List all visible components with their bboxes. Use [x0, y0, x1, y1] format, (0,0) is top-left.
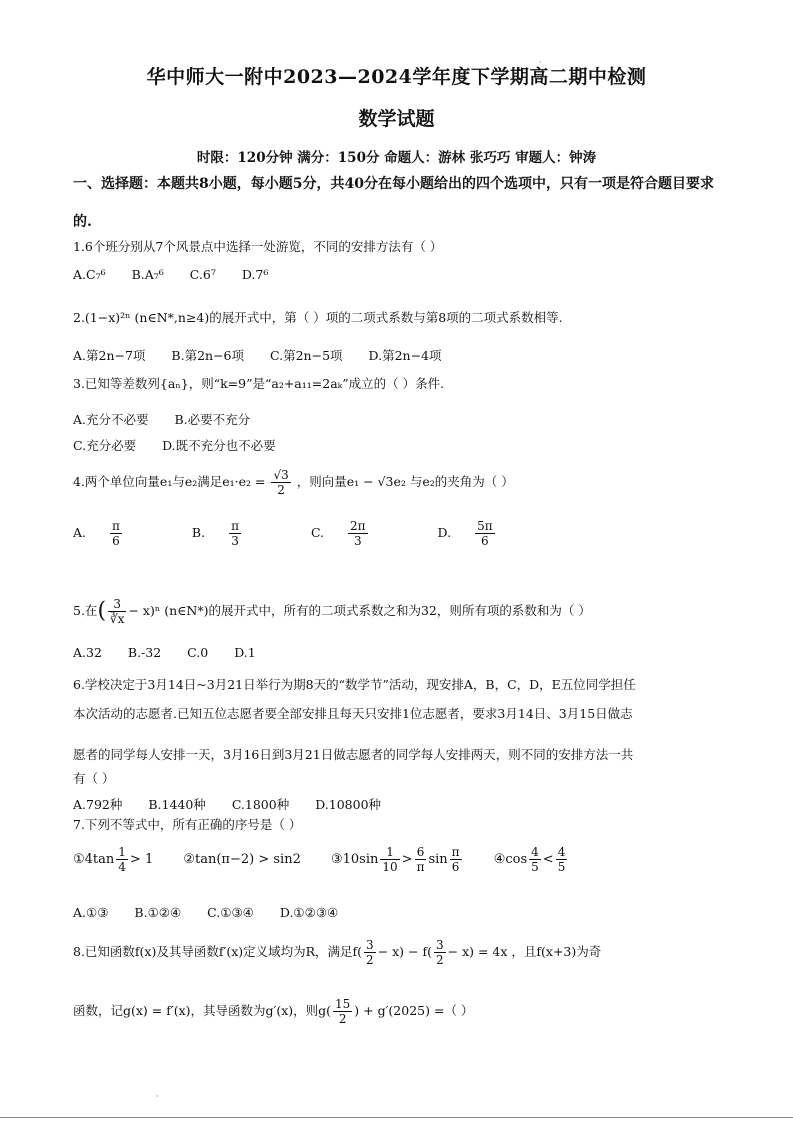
option-b: B.必要不充分: [174, 412, 251, 427]
option-a: A. $\frac{\pi}{6}$: [73, 519, 120, 548]
question-options: [73, 795, 723, 815]
question-options-row2: [73, 437, 723, 455]
option-c: C. $\frac{2\pi}{3}$: [310, 519, 366, 548]
inequality-list: [73, 845, 723, 874]
question-6: [73, 670, 723, 815]
denominator: 2: [277, 483, 285, 497]
question-stem: 5.在( $\frac{3}{∛x}$ − x)ⁿ (n∈N*)的展开式中，所有的二项式系数之和为32，则所有项的系数和为（ ）: [73, 597, 591, 626]
stem-part: − x)ⁿ (n∈N*)的展开式中，所有的二项式系数之和为32，则所有项的系数和为（ ）: [128, 603, 591, 618]
page-bottom-rule: [0, 1117, 793, 1118]
option-c: C.①③④: [207, 905, 254, 920]
inequality-1: ①4tan $\frac{1}{4}$ > 1: [73, 845, 154, 874]
option-b: B.第2n−6项: [171, 348, 245, 363]
option-d: D.7⁶: [241, 267, 269, 282]
question-2: [73, 309, 723, 365]
option-b: B.①②④: [134, 905, 182, 920]
question-8: [73, 938, 723, 1026]
question-stem: 2.(1−x)²ⁿ (n∈N*,n≥4)的展开式中，第（ ）项的二项式系数与第8项的二项式系数相等.: [73, 310, 563, 325]
option-a: A.①③: [73, 905, 109, 920]
option-d: D.①②③④: [279, 905, 339, 920]
question-5: [73, 597, 723, 662]
question-line: 6.学校决定于3月14日~3月21日举行为期8天的“数学节”活动，现安排A，B，C，D，E五位同学担任: [73, 677, 636, 692]
question-4: [73, 468, 723, 548]
scan-speck: ·: [539, 58, 542, 67]
section-heading: 一、选择题：本题共8小题，每小题5分，共40分在每小题给出的四个选项中，只有一项是符合题目要求的.: [73, 176, 714, 230]
scan-speck: ·: [156, 1092, 159, 1101]
option-c: C.0: [187, 645, 209, 660]
question-line: 8.已知函数f(x)及其导函数f′(x)定义域均为R，满足f( $\frac{3}{2}$ − x) − f( $\frac{3}{2}$ − x) = 4x ，且f(x+3)为奇: [73, 938, 602, 967]
option-d: D.第2n−4项: [368, 348, 442, 363]
question-7: [73, 816, 723, 834]
exam-title: 华中师大一附中2023—2024学年度下学期高二期中检测: [146, 66, 647, 88]
question-options: [73, 411, 723, 429]
question-line: 有（ ）: [73, 771, 115, 786]
exam-meta: 时限：120分钟 满分：150分 命题人：游林 张巧巧 审题人：钟涛: [196, 150, 597, 166]
option-c: C.充分必要: [73, 438, 137, 453]
option-a: A.第2n−7项: [73, 348, 146, 363]
question-stem: 3.已知等差数列{aₙ}，则“k=9”是“a₂+a₁₁=2aₖ”成立的（ ）条件.: [73, 376, 445, 391]
numerator: √3: [273, 468, 289, 482]
inequality-4: ④cos $\frac{4}{5}$ < $\frac{4}{5}$: [493, 845, 566, 874]
question-line: 函数，记g(x) = f′(x)，其导函数为g′(x)，则g( $\frac{15}{2}$ ) + g′(2025) =（ ）: [73, 997, 474, 1026]
option-a: A.32: [73, 645, 102, 660]
question-options: [73, 644, 723, 662]
question-line: 愿者的同学每人安排一天，3月16日到3月21日做志愿者的同学每人安排两天，则不同的安排方法一共: [73, 747, 634, 762]
question-options: [73, 519, 723, 548]
option-d: D.10800种: [315, 797, 382, 812]
inequality-2: ②tan(π−2) > sin2: [183, 852, 301, 867]
fraction: $\frac{3}{∛x}$: [110, 597, 125, 626]
option-c: C.1800种: [231, 797, 290, 812]
option-b: B.A₇⁶: [131, 267, 164, 282]
option-a: A.792种: [73, 797, 123, 812]
option-c: C.第2n−5项: [270, 348, 343, 363]
question-options: [73, 266, 723, 284]
question-1: [73, 238, 723, 284]
question-stem: 1.6个班分别从7个风景点中选择一处游览，不同的安排方法有（ ）: [73, 239, 443, 254]
fraction: [271, 468, 290, 497]
option-d: D.1: [234, 645, 256, 660]
option-d: D. $\frac{5\pi}{6}$: [437, 519, 493, 548]
question-options: [73, 347, 723, 365]
stem-part: 5.在: [73, 603, 98, 618]
question-7-options: [73, 904, 723, 922]
option-c: C.6⁷: [189, 267, 216, 282]
exam-subtitle: 数学试题: [358, 108, 435, 130]
option-a: A.充分不必要: [73, 412, 149, 427]
option-a: A.C₇⁶: [73, 267, 106, 282]
option-b: B.-32: [127, 645, 162, 660]
stem-part: ，则向量e₁ − √3e₂ 与e₂的夹角为（ ）: [296, 474, 514, 489]
question-stem: 7.下列不等式中，所有正确的序号是（ ）: [73, 817, 302, 832]
question-line: 本次活动的志愿者.已知五位志愿者要全部安排且每天只安排1位志愿者，要求3月14日、3月15日做志: [73, 706, 633, 721]
stem-part: 4.两个单位向量e₁与e₂满足e₁·e₂ =: [73, 474, 266, 489]
option-b: B. $\frac{\pi}{3}$: [191, 519, 239, 548]
inequality-3: ③10sin $\frac{1}{10}$ > $\frac{6}{\pi}$ sin $\frac{\pi}{6}$: [330, 845, 460, 874]
question-3: [73, 375, 723, 455]
option-b: B.1440种: [148, 797, 206, 812]
option-d: D.既不充分也不必要: [162, 438, 276, 453]
question-stem: [73, 468, 723, 497]
